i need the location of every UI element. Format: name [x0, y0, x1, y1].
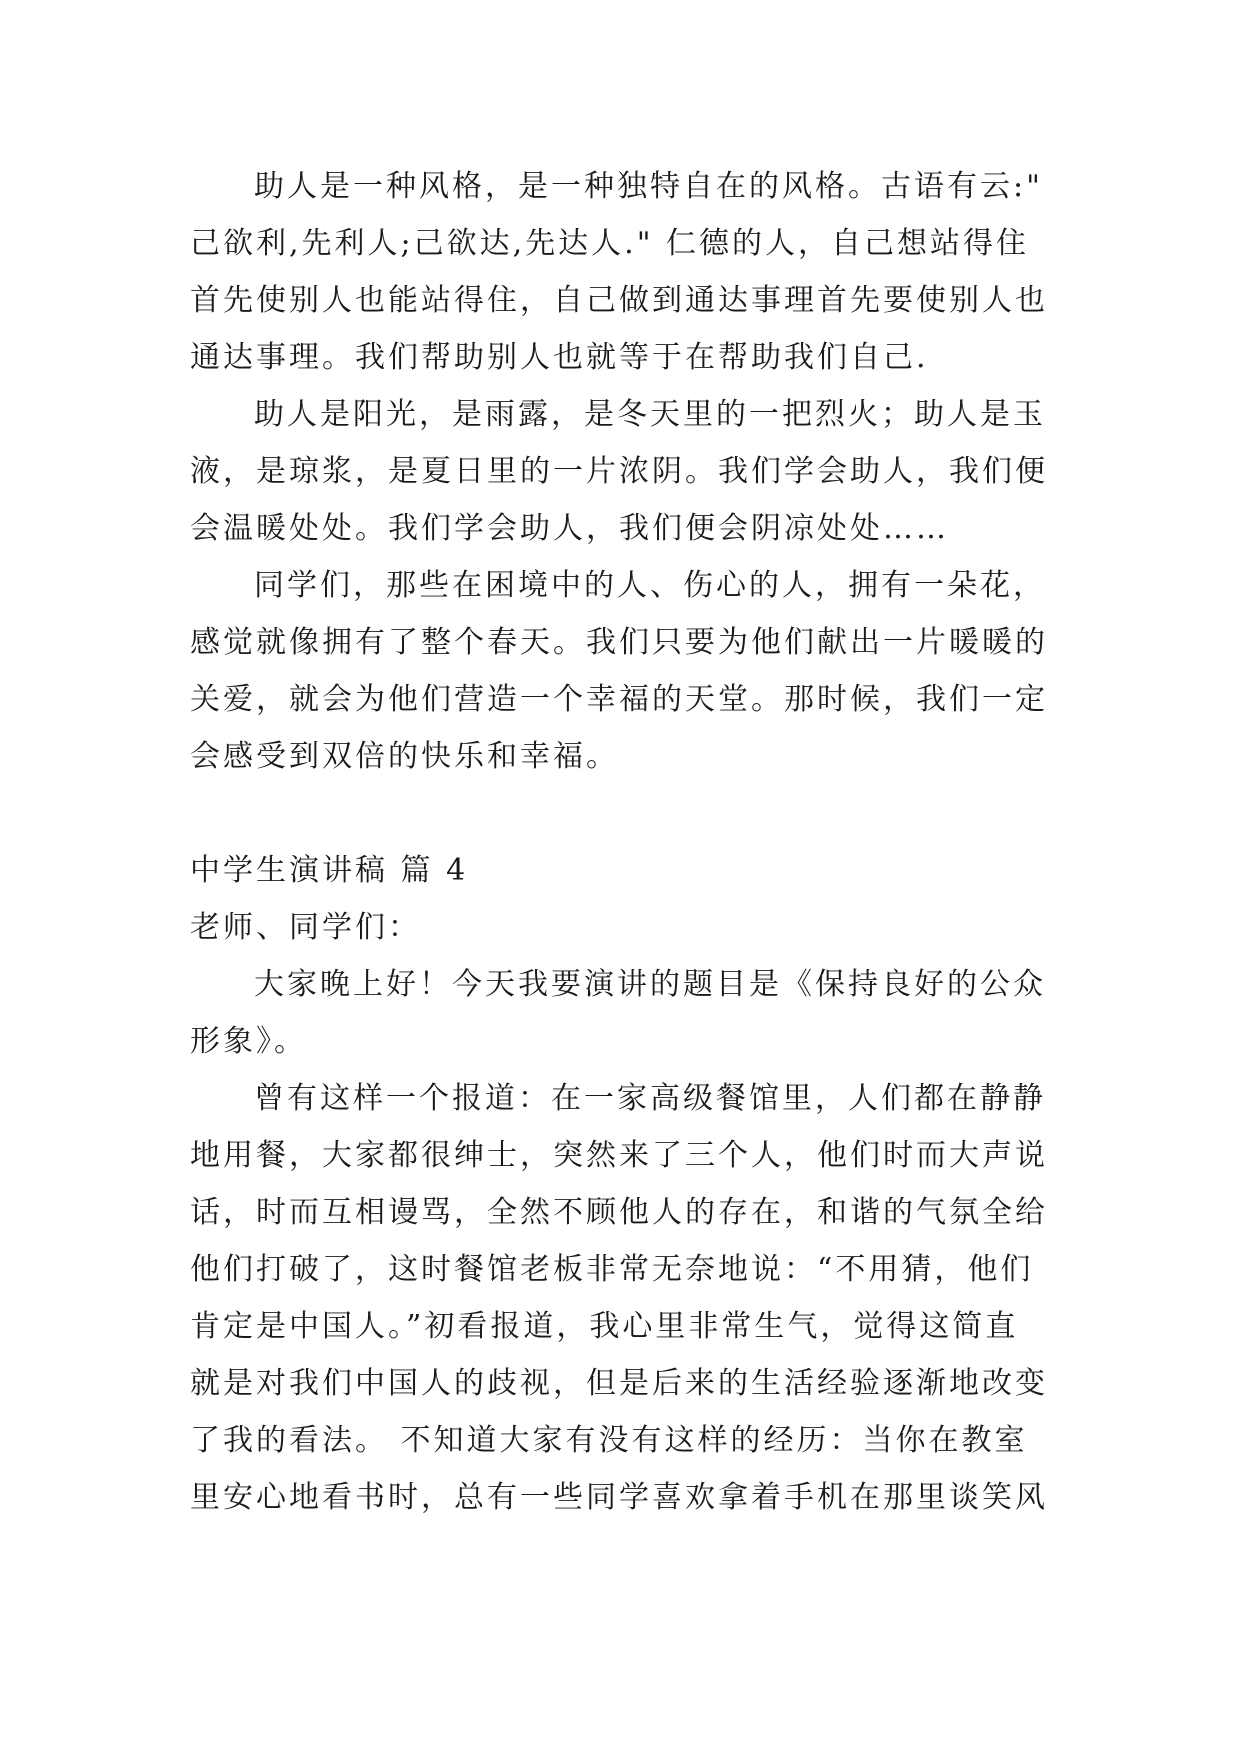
- text-line: 关爱，就会为他们营造一个幸福的天堂。那时候，我们一定: [190, 682, 1048, 717]
- paragraph-classmates: [190, 557, 1070, 785]
- text-line: 了我的看法。 不知道大家有没有这样的经历：当你在教室: [190, 1423, 1028, 1458]
- text-line: 他们打破了，这时餐馆老板非常无奈地说：“不用猜，他们: [190, 1252, 1034, 1287]
- text-line: 曾有这样一个报道：在一家高级餐馆里，人们都在静静: [254, 1081, 1046, 1116]
- document-body: [190, 158, 1070, 1526]
- salutation: 老师、同学们：: [190, 910, 421, 945]
- text-line: 同学们，那些在困境中的人、伤心的人，拥有一朵花，: [254, 568, 1046, 603]
- text-line: 会温暖处处。我们学会助人，我们便会阴凉处处……: [190, 511, 949, 546]
- text-line: 就是对我们中国人的歧视，但是后来的生活经验逐渐地改变: [190, 1366, 1048, 1401]
- text-line: 助人是一种风格，是一种独特自在的风格。古语有云:": [254, 169, 1043, 204]
- paragraph-helping-sunshine: [190, 386, 1070, 557]
- text-line: 己欲利,先利人;己欲达,先达人." 仁德的人，自己想站得住: [190, 226, 1030, 261]
- text-line: 液，是琼浆，是夏日里的一片浓阴。我们学会助人，我们便: [190, 454, 1048, 489]
- text-line: 通达事理。我们帮助别人也就等于在帮助我们自己.: [190, 340, 929, 375]
- paragraph-greeting: [190, 956, 1070, 1070]
- text-line: 肯定是中国人。”初看报道，我心里非常生气，觉得这简直: [190, 1309, 1019, 1344]
- paragraph-helping-style: [190, 158, 1070, 386]
- text-line: 会感受到双倍的快乐和幸福。: [190, 739, 619, 774]
- text-line: 助人是阳光，是雨露，是冬天里的一把烈火；助人是玉: [254, 397, 1046, 432]
- text-line: 首先使别人也能站得住，自己做到通达事理首先要使别人也: [190, 283, 1048, 318]
- text-line: 里安心地看书时，总有一些同学喜欢拿着手机在那里谈笑风: [190, 1480, 1048, 1515]
- section-spacer: [190, 785, 1070, 842]
- paragraph-report: [190, 1070, 1070, 1526]
- text-line: 感觉就像拥有了整个春天。我们只要为他们献出一片暖暖的: [190, 625, 1048, 660]
- text-line: 形象》。: [190, 1024, 307, 1059]
- text-line: 地用餐，大家都很绅士，突然来了三个人，他们时而大声说: [190, 1138, 1048, 1173]
- section-title: 中学生演讲稿 篇 4: [190, 853, 469, 888]
- text-line: 大家晚上好！今天我要演讲的题目是《保持良好的公众: [254, 967, 1046, 1002]
- text-line: 话，时而互相谩骂，全然不顾他人的存在，和谐的气氛全给: [190, 1195, 1048, 1230]
